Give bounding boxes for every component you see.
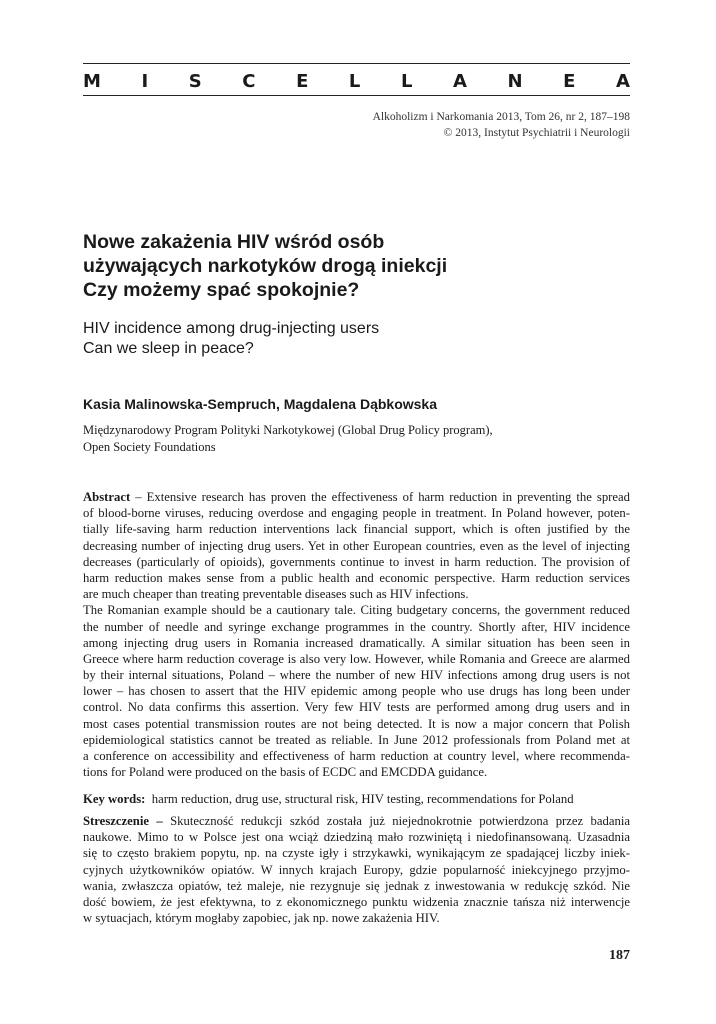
page-number: 187 [609,948,630,963]
title-line: Nowe zakażenia HIV wśród osób [83,231,385,253]
streszczenie-line: się to często brakiem popytu, np. na czyste igły i strzykawki, wynikającym ze spadającej liczby iniek- [83,846,630,861]
section-letter: E [563,70,576,92]
abstract-line: of blood-borne viruses, reducing overdose and engaging people in treatment. In Poland however, poten- [83,506,630,521]
streszczenie-line: cyjnych użytkowników opiatów. W innych krajach Europy, gdzie popularność iniekcyjnego przyjmo- [83,862,630,877]
abstract-line: a conference on accessibility and effectiveness of harm reduction at country level, where recommenda- [83,749,630,763]
title-english [83,319,630,359]
section-letter: L [348,70,361,92]
section-letter: M [83,70,101,92]
abstract [83,489,630,780]
streszczenie [83,813,630,926]
abstract-label: Abstract [83,490,131,504]
abstract-line: tions for Poland were produced on the basis of ECDC and EMCDDA guidance. [83,765,488,780]
section-label [83,68,630,94]
section-letter: L [400,70,413,92]
copyright-line: © 2013, Instytut Psychiatrii i Neurologii [443,127,630,139]
abstract-line: most cases potential transmission routes are not being detected. It is now a major concern that Polish [83,716,630,731]
abstract-line: are much cheaper than treating preventable diseases such as HIV infections. [83,587,469,602]
abstract-line: epidemiological statistics cannot be treated as reliable. In June 2012 professionals from Poland met at [83,732,630,747]
section-letter: C [242,70,256,92]
title-line: używających narkotyków drogą iniekcji [83,255,448,277]
title-line: Can we sleep in peace? [83,340,254,357]
title-line: Czy możemy spać spokojnie? [83,279,360,301]
header-top-rule [83,63,630,64]
abstract-line: – Extensive research has proven the effectiveness of harm reduction in preventing the spread [130,490,630,504]
abstract-line: among injecting drug users in Romania increased dramatically. A similar situation has been seen in [83,635,630,650]
affiliation-line: Międzynarodowy Program Polityki Narkotykowej (Global Drug Policy program), [83,423,493,437]
abstract-line: by their internal situations, Poland – where the number of new HIV infections among drug users is not [83,668,630,683]
affiliation [83,422,493,456]
abstract-line: lower – has chosen to assert that the HIV epidemic among people who use drugs has long been under [83,684,630,699]
section-letter: I [141,70,149,92]
abstract-line: Greece where harm reduction coverage is also very low. However, while Romania and Greece are alarmed [83,651,630,666]
section-letter: E [296,70,309,92]
abstract-line: The Romanian example should be a cautionary tale. Citing budgetary concerns, the government reduced [83,603,630,618]
abstract-line: decreasing number of injecting drug users. Yet in other European countries, even as the level of injecting [83,538,630,553]
title-line: HIV incidence among drug-injecting users [83,320,380,337]
affiliation-line: Open Society Foundations [83,440,216,454]
streszczenie-line: naukowe. Mimo to w Polsce jest ona wciąż dziedziną mało rozwiniętą i niedofinansowaną. Uzasadnia [83,830,630,845]
authors: Kasia Malinowska-Sempruch, Magdalena Dąbkowska [83,396,438,412]
header-bottom-rule [83,95,630,96]
journal-line: Alkoholizm i Narkomania 2013, Tom 26, nr 2, 187–198 [372,111,630,123]
abstract-line: decreases (particularly of opioids), governments continue to invest in harm reduction. The provision of [83,554,630,569]
streszczenie-line: w sytuacjach, którym mogłaby zapobiec, jak np. nowe zakażenia HIV. [83,911,440,926]
section-letter: A [616,70,630,92]
streszczenie-line: Skuteczność redukcji szkód została już niejednokrotnie potwierdzona przez badania [162,814,630,828]
abstract-line: harm reduction makes sense from a public health and economic perspective. Harm reduction services [83,570,630,585]
section-letter: S [188,70,202,92]
streszczenie-label: Streszczenie – [83,814,163,828]
abstract-line: the number of needle and syringe exchange programmes in the country. Shortly after, HIV incidence [83,619,630,634]
section-letter: N [507,70,523,92]
journal-citation [373,109,630,141]
keywords [83,791,630,807]
abstract-line: tially life-saving harm reduction interventions lack financial support, which is often justified by the [83,522,630,537]
abstract-line: control. No data confirms this assertion. Very few HIV tests are performed among drug users and in [83,700,630,715]
streszczenie-line: dość bowiem, że jest efektywna, to z ekonomicznego punktu widzenia znacznie tańsza niż interwencje [83,894,630,909]
streszczenie-line: wania, zwłaszcza opiatów, też maleje, nie rezygnuje się jednak z inwestowania w redukcję szkód. Nie [83,878,630,893]
keywords-label: Key words: [83,792,146,806]
title-polish [83,230,630,302]
keywords-text: harm reduction, drug use, structural risk, HIV testing, recommendations for Poland [145,792,574,806]
section-letter: A [453,70,467,92]
